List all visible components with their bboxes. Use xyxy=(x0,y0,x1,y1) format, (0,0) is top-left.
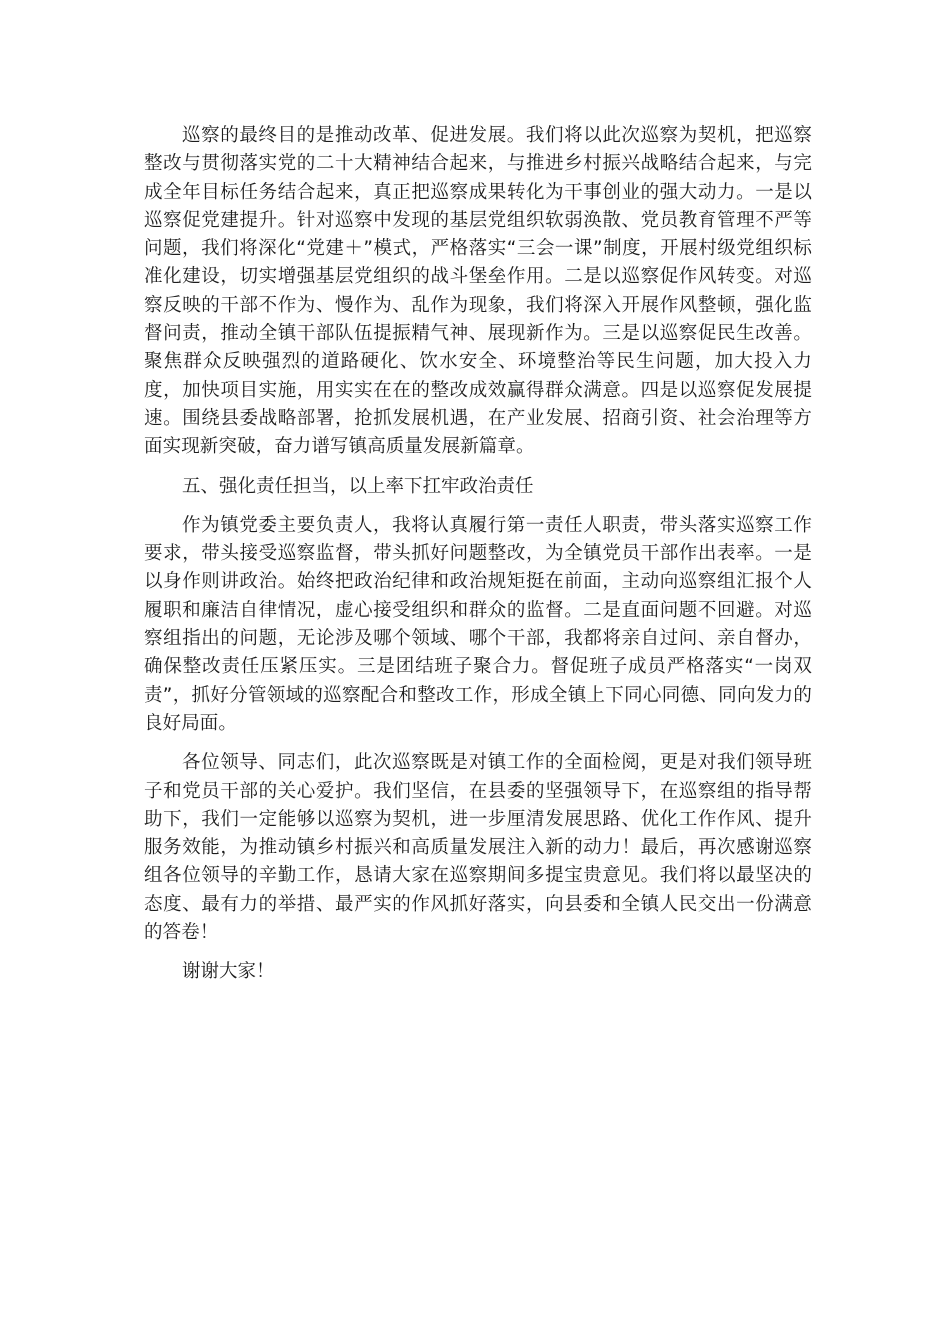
paragraph-inspection-goals: 巡察的最终目的是推动改革、促进发展。我们将以此次巡察为契机，把巡察整改与贯彻落实党的二十大精神结合起来，与推进乡村振兴战略结合起来，与完成全年目标任务结合起来，真正把巡察成果转化为干事创业的强大动力。一是以巡察促党建提升。针对巡察中发现的基层党组织软弱涣散、党员教育管理不严等问题，我们将深化“党建＋”模式，严格落实“三会一课”制度，开展村级党组织标准化建设，切实增强基层党组织的战斗堡垒作用。二是以巡察促作风转变。对巡察反映的干部不作为、慢作为、乱作为现象，我们将深入开展作风整顿，强化监督问责，推动全镇干部队伍提振精气神、展现新作为。三是以巡察促民生改善。聚焦群众反映强烈的道路硬化、饮水安全、环境整治等民生问题，加大投入力度，加快项目实施，用实实在在的整改成效赢得群众满意。四是以巡察促发展提速。围绕县委战略部署，抢抓发展机遇，在产业发展、招商引资、社会治理等方面实现新突破，奋力谱写镇高质量发展新篇章。 xyxy=(144,125,812,458)
document-body xyxy=(144,122,812,998)
paragraph-closing: 各位领导、同志们，此次巡察既是对镇工作的全面检阅，更是对我们领导班子和党员干部的关心爱护。我们坚信，在县委的坚强领导下，在巡察组的指导帮助下，我们一定能够以巡察为契机，进一步厘清发展思路、优化工作作风、提升服务效能，为推动镇乡村振兴和高质量发展注入新的动力！最后，再次感谢巡察组各位领导的辛勤工作，恳请大家在巡察期间多提宝贵意见。我们将以最坚决的态度、最有力的举措、最严实的作风抓好落实，向县委和全镇人民交出一份满意的答卷！ xyxy=(144,752,812,944)
paragraph-thanks: 谢谢大家！ xyxy=(182,961,275,983)
section-heading: 五、强化责任担当，以上率下扛牢政治责任 xyxy=(182,475,534,497)
paragraph-responsibility: 作为镇党委主要负责人，我将认真履行第一责任人职责，带头落实巡察工作要求，带头接受巡察监督，带头抓好问题整改，为全镇党员干部作出表率。一是以身作则讲政治。始终把政治纪律和政治规矩挺在前面，主动向巡察组汇报个人履职和廉洁自律情况，虚心接受组织和群众的监督。二是直面问题不回避。对巡察组指出的问题，无论涉及哪个领域、哪个干部，我都将亲自过问、亲自督办，确保整改责任压紧压实。三是团结班子聚合力。督促班子成员严格落实“一岗双责”，抓好分管领域的巡察配合和整改工作，形成全镇上下同心同德、同向发力的良好局面。 xyxy=(144,514,812,734)
